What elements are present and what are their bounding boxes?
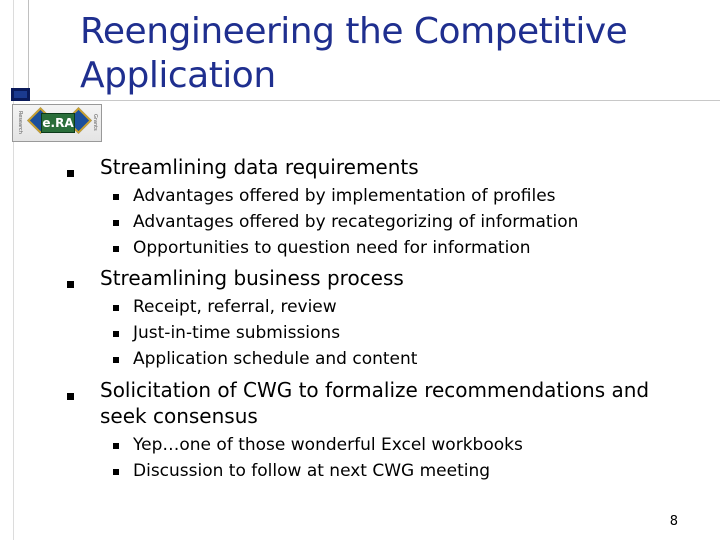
bullet-icon xyxy=(67,393,74,400)
sub-bullet-icon xyxy=(113,220,119,226)
slide-title: Reengineering the Competitive Application xyxy=(80,11,628,96)
list-item: Advantages offered by implementation of profiles xyxy=(133,186,556,206)
page-number: 8 xyxy=(669,514,678,529)
bullet-icon xyxy=(67,281,74,288)
sub-bullet-icon xyxy=(113,246,119,252)
sub-bullet-icon xyxy=(113,443,119,449)
section-heading: Streamlining data requirements xyxy=(100,155,419,179)
bullet-icon xyxy=(67,170,74,177)
section-heading: Streamlining business process xyxy=(100,266,404,290)
list-item: Application schedule and content xyxy=(133,349,418,369)
list-item: Advantages offered by recategorizing of information xyxy=(133,212,579,232)
sub-bullet-icon xyxy=(113,305,119,311)
sub-bullet-icon xyxy=(113,331,119,337)
section-heading: Solicitation of CWG to formalize recommendations and seek consensus xyxy=(100,378,650,428)
list-item: Receipt, referral, review xyxy=(133,297,337,317)
list-item: Yep…one of those wonderful Excel workbooks xyxy=(133,435,523,455)
sub-bullet-icon xyxy=(113,469,119,475)
sub-bullet-icon xyxy=(113,357,119,363)
list-item: Discussion to follow at next CWG meeting xyxy=(133,461,491,481)
logo-side-text-left: Research xyxy=(17,110,23,134)
logo-side-text-right: Grants xyxy=(92,113,98,131)
list-item: Opportunities to question need for information xyxy=(133,238,531,258)
logo-text: e.RA xyxy=(41,113,75,133)
sub-bullet-icon xyxy=(113,194,119,200)
list-item: Just-in-time submissions xyxy=(133,323,341,343)
